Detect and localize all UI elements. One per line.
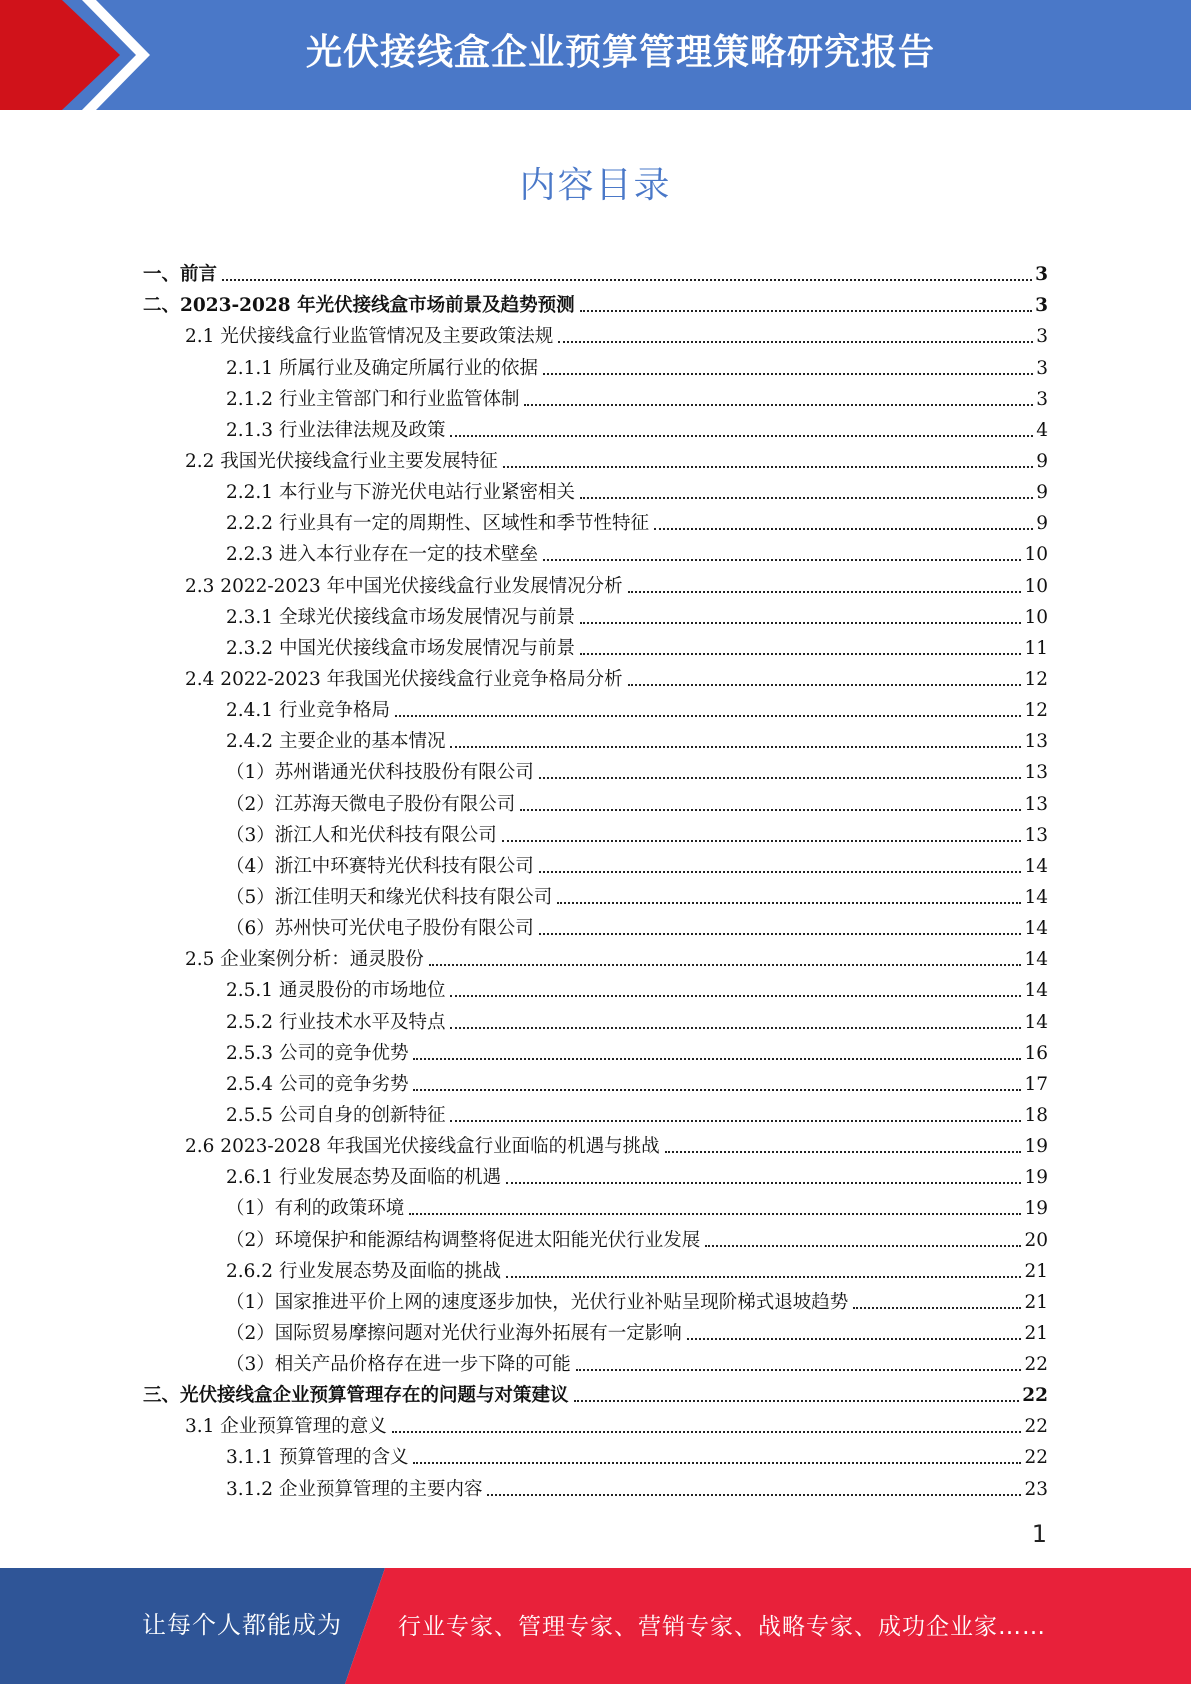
toc-entry-label: 2.4.2 主要企业的基本情况	[226, 731, 446, 753]
toc-dot-leader	[580, 310, 1033, 312]
toc-entry[interactable]	[143, 753, 1048, 784]
toc-entry[interactable]	[143, 1034, 1048, 1065]
toc-dot-leader	[543, 559, 1021, 561]
toc-dot-leader	[502, 840, 1022, 842]
toc-entry-page: 13	[1024, 731, 1048, 753]
toc-entry-page: 10	[1024, 606, 1048, 628]
toc-dot-leader	[539, 871, 1022, 873]
toc-entry[interactable]	[143, 816, 1048, 847]
toc-entry-label: 2.2.3 进入本行业存在一定的技术壁垒	[226, 544, 538, 566]
toc-entry[interactable]	[143, 878, 1048, 909]
toc-entry-page: 14	[1024, 949, 1048, 971]
table-of-contents	[143, 255, 1048, 1501]
toc-entry[interactable]	[143, 660, 1048, 691]
toc-entry[interactable]	[143, 473, 1048, 504]
toc-entry-label: （1）国家推进平价上网的速度逐步加快，光伏行业补贴呈现阶梯式退坡趋势	[226, 1291, 849, 1313]
toc-dot-leader	[429, 964, 1022, 966]
toc-entry-label: 2.1.3 行业法律法规及政策	[226, 419, 446, 441]
toc-heading: 内容目录	[519, 165, 672, 206]
toc-entry[interactable]	[143, 598, 1048, 629]
toc-dot-leader	[413, 1462, 1021, 1464]
toc-entry-label: 2.3 2022-2023 年中国光伏接线盒行业发展情况分析	[185, 575, 623, 597]
toc-entry-label: 2.2.2 行业具有一定的周期性、区域性和季节性特征	[226, 513, 649, 535]
toc-entry[interactable]	[143, 504, 1048, 535]
toc-entry-label: 2.6.2 行业发展态势及面临的挑战	[226, 1260, 501, 1282]
toc-dot-leader	[574, 1400, 1020, 1402]
toc-entry-label: 2.4.1 行业竞争格局	[226, 700, 390, 722]
header-banner	[0, 0, 1191, 110]
toc-entry[interactable]	[143, 348, 1048, 379]
toc-dot-leader	[705, 1245, 1021, 1247]
toc-dot-leader	[487, 1494, 1021, 1496]
toc-entry[interactable]	[143, 1189, 1048, 1220]
toc-dot-leader	[450, 1027, 1021, 1029]
toc-dot-leader	[654, 528, 1033, 530]
toc-dot-leader	[413, 1089, 1021, 1091]
toc-entry-label: 2.5.1 通灵股份的市场地位	[226, 980, 446, 1002]
toc-entry[interactable]	[143, 1283, 1048, 1314]
toc-dot-leader	[413, 1058, 1021, 1060]
toc-entry[interactable]	[143, 1220, 1048, 1251]
toc-entry-page: 4	[1036, 419, 1048, 441]
toc-entry-label: 2.1 光伏接线盒行业监管情况及主要政策法规	[185, 326, 554, 348]
report-title: 光伏接线盒企业预算管理策略研究报告	[305, 32, 935, 73]
toc-dot-leader	[503, 466, 1033, 468]
toc-entry[interactable]	[143, 411, 1048, 442]
toc-entry-label: 2.3.1 全球光伏接线盒市场发展情况与前景	[226, 606, 575, 628]
toc-entry-label: （5）浙江佳明天和缘光伏科技有限公司	[226, 886, 553, 908]
toc-dot-leader	[450, 995, 1021, 997]
toc-entry-label: 一、前言	[143, 264, 218, 286]
toc-entry-label: 2.5.5 公司自身的创新特征	[226, 1104, 446, 1126]
toc-entry-page: 19	[1024, 1167, 1048, 1189]
toc-entry-page: 3	[1036, 357, 1048, 379]
toc-entry[interactable]	[143, 629, 1048, 660]
toc-dot-leader	[222, 279, 1032, 281]
toc-entry-page: 9	[1036, 482, 1048, 504]
toc-entry-page: 21	[1024, 1260, 1048, 1282]
toc-dot-leader	[543, 373, 1033, 375]
toc-dot-leader	[409, 1213, 1021, 1215]
toc-entry-label: 2.1.1 所属行业及确定所属行业的依据	[226, 357, 538, 379]
toc-entry-label: 2.5.4 公司的竞争劣势	[226, 1073, 409, 1095]
toc-entry[interactable]	[143, 380, 1048, 411]
toc-entry[interactable]	[143, 1314, 1048, 1345]
toc-entry-label: 3.1 企业预算管理的意义	[185, 1416, 387, 1438]
toc-entry-page: 10	[1024, 544, 1048, 566]
toc-entry[interactable]	[143, 691, 1048, 722]
toc-dot-leader	[576, 1369, 1022, 1371]
toc-entry[interactable]	[143, 722, 1048, 753]
toc-entry-page: 21	[1024, 1322, 1048, 1344]
toc-entry-page: 17	[1024, 1073, 1048, 1095]
toc-entry[interactable]	[143, 1252, 1048, 1283]
toc-dot-leader	[450, 435, 1033, 437]
toc-entry-label: （1）有利的政策环境	[226, 1198, 405, 1220]
toc-entry-page: 13	[1024, 793, 1048, 815]
toc-entry[interactable]	[143, 1002, 1048, 1033]
toc-entry-label: 2.2.1 本行业与下游光伏电站行业紧密相关	[226, 482, 575, 504]
toc-entry-page: 3	[1035, 295, 1048, 317]
toc-entry-page: 16	[1024, 1042, 1048, 1064]
toc-entry-page: 14	[1024, 855, 1048, 877]
toc-entry-page: 14	[1024, 980, 1048, 1002]
toc-dot-leader	[506, 1182, 1021, 1184]
toc-entry[interactable]	[143, 1438, 1048, 1469]
toc-entry-page: 23	[1024, 1478, 1048, 1500]
toc-entry-page: 13	[1024, 762, 1048, 784]
footer-slogan-left: 让每个人都能成为	[142, 1611, 342, 1639]
toc-entry-label: 2.5 企业案例分析：通灵股份	[185, 949, 424, 971]
toc-entry[interactable]	[143, 317, 1048, 348]
toc-dot-leader	[450, 746, 1021, 748]
toc-entry-page: 22	[1024, 1416, 1048, 1438]
toc-entry[interactable]	[143, 940, 1048, 971]
footer-banner	[0, 1568, 1191, 1684]
toc-dot-leader	[665, 1151, 1022, 1153]
toc-dot-leader	[580, 497, 1033, 499]
toc-entry-page: 18	[1024, 1104, 1048, 1126]
toc-entry-label: 2.5.3 公司的竞争优势	[226, 1042, 409, 1064]
toc-entry-label: 2.6.1 行业发展态势及面临的机遇	[226, 1167, 501, 1189]
toc-entry[interactable]	[143, 1345, 1048, 1376]
toc-entry-page: 12	[1024, 700, 1048, 722]
toc-entry-page: 14	[1024, 1011, 1048, 1033]
toc-entry-page: 22	[1022, 1385, 1048, 1407]
toc-dot-leader	[580, 653, 1021, 655]
toc-entry-page: 21	[1024, 1291, 1048, 1313]
toc-entry-label: 2.1.2 行业主管部门和行业监管体制	[226, 388, 520, 410]
toc-entry-page: 11	[1024, 637, 1048, 659]
toc-entry-page: 12	[1024, 668, 1048, 690]
toc-entry[interactable]	[143, 1407, 1048, 1438]
toc-entry-page: 19	[1024, 1198, 1048, 1220]
toc-entry-label: （3）相关产品价格存在进一步下降的可能	[226, 1354, 571, 1376]
toc-entry-page: 13	[1024, 824, 1048, 846]
toc-dot-leader	[506, 1276, 1021, 1278]
toc-entry[interactable]	[143, 784, 1048, 815]
toc-dot-leader	[524, 404, 1033, 406]
toc-entry-page: 14	[1024, 886, 1048, 908]
toc-entry-page: 19	[1024, 1136, 1048, 1158]
toc-entry-label: （2）环境保护和能源结构调整将促进太阳能光伏行业发展	[226, 1229, 701, 1251]
toc-dot-leader	[539, 933, 1022, 935]
toc-dot-leader	[557, 902, 1021, 904]
toc-dot-leader	[853, 1307, 1021, 1309]
toc-entry[interactable]	[143, 1127, 1048, 1158]
toc-entry-label: （6）苏州快可光伏电子股份有限公司	[226, 918, 534, 940]
toc-entry[interactable]	[143, 255, 1048, 286]
toc-entry[interactable]	[143, 1469, 1048, 1500]
toc-entry-label: （3）浙江人和光伏科技有限公司	[226, 824, 497, 846]
toc-entry[interactable]	[143, 971, 1048, 1002]
toc-entry-label: 3.1.1 预算管理的含义	[226, 1447, 409, 1469]
toc-entry-page: 22	[1024, 1447, 1048, 1469]
toc-entry-label: 2.5.2 行业技术水平及特点	[226, 1011, 446, 1033]
toc-entry[interactable]	[143, 1158, 1048, 1189]
page-number: 1	[1031, 1520, 1047, 1548]
toc-entry-label: （1）苏州谐通光伏科技股份有限公司	[226, 762, 534, 784]
toc-entry-label: 2.6 2023-2028 年我国光伏接线盒行业面临的机遇与挑战	[185, 1136, 660, 1158]
toc-dot-leader	[628, 684, 1022, 686]
toc-entry[interactable]	[143, 1376, 1048, 1407]
toc-entry[interactable]	[143, 847, 1048, 878]
toc-entry-label: 3.1.2 企业预算管理的主要内容	[226, 1478, 483, 1500]
toc-entry[interactable]	[143, 1065, 1048, 1096]
toc-dot-leader	[450, 1120, 1021, 1122]
toc-entry-label: 2.4 2022-2023 年我国光伏接线盒行业竞争格局分析	[185, 668, 623, 690]
toc-entry-page: 3	[1035, 264, 1048, 286]
toc-entry-label: 二、2023-2028 年光伏接线盒市场前景及趋势预测	[143, 295, 575, 317]
footer-slogan-right: 行业专家、管理专家、营销专家、战略专家、成功企业家……	[398, 1614, 1046, 1640]
toc-entry-label: （2）国际贸易摩擦问题对光伏行业海外拓展有一定影响	[226, 1322, 682, 1344]
toc-dot-leader	[628, 591, 1022, 593]
toc-dot-leader	[687, 1338, 1022, 1340]
toc-dot-leader	[392, 1431, 1022, 1433]
toc-entry-page: 3	[1036, 326, 1048, 348]
toc-entry-page: 20	[1024, 1229, 1048, 1251]
toc-dot-leader	[395, 715, 1021, 717]
toc-entry-page: 9	[1036, 450, 1048, 472]
toc-entry-label: （2）江苏海天微电子股份有限公司	[226, 793, 516, 815]
toc-dot-leader	[558, 341, 1033, 343]
toc-dot-leader	[539, 777, 1022, 779]
toc-entry-page: 3	[1036, 388, 1048, 410]
toc-entry-page: 9	[1036, 513, 1048, 535]
toc-entry[interactable]	[143, 286, 1048, 317]
toc-entry-page: 10	[1024, 575, 1048, 597]
toc-entry-label: 三、光伏接线盒企业预算管理存在的问题与对策建议	[143, 1385, 569, 1407]
toc-entry-page: 14	[1024, 918, 1048, 940]
toc-entry[interactable]	[143, 566, 1048, 597]
toc-entry[interactable]	[143, 1096, 1048, 1127]
toc-dot-leader	[580, 622, 1021, 624]
toc-entry-label: 2.3.2 中国光伏接线盒市场发展情况与前景	[226, 637, 575, 659]
toc-entry-page: 22	[1024, 1354, 1048, 1376]
toc-entry[interactable]	[143, 535, 1048, 566]
toc-entry-label: （4）浙江中环赛特光伏科技有限公司	[226, 855, 534, 877]
toc-entry-label: 2.2 我国光伏接线盒行业主要发展特征	[185, 450, 498, 472]
toc-entry[interactable]	[143, 442, 1048, 473]
toc-entry[interactable]	[143, 909, 1048, 940]
toc-dot-leader	[520, 809, 1021, 811]
